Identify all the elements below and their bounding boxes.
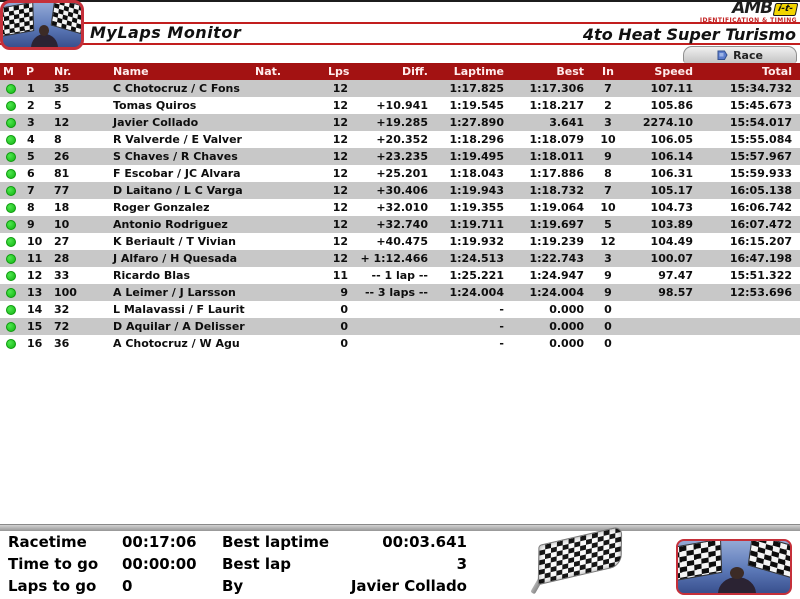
checkered-flag-icon xyxy=(50,0,84,34)
cell-best: 0.000 xyxy=(549,320,584,333)
cell-laptime: 1:19.545 xyxy=(449,99,504,112)
cell-best: 1:18.011 xyxy=(529,150,584,163)
cell-name: Tomas Quiros xyxy=(113,99,197,112)
cell-in: 9 xyxy=(604,150,612,163)
cell-number: 28 xyxy=(54,252,70,265)
col-header-p: P xyxy=(26,65,35,78)
green-status-dot xyxy=(6,169,16,179)
cell-position: 12 xyxy=(27,269,43,282)
green-status-dot xyxy=(6,84,16,94)
cell-name: Ricardo Blas xyxy=(113,269,190,282)
col-header-nr: Nr. xyxy=(54,65,72,78)
cell-speed: 104.73 xyxy=(650,201,693,214)
cell-in: 10 xyxy=(600,201,616,214)
tab-race[interactable] xyxy=(683,46,797,63)
cell-speed: 104.49 xyxy=(650,235,693,248)
best-lap-value: 3 xyxy=(456,555,467,573)
amb-logo-text: AMB xyxy=(732,0,773,18)
cell-in: 0 xyxy=(604,320,612,333)
cell-marker xyxy=(0,135,22,145)
cell-marker xyxy=(0,237,22,247)
cell-position: 9 xyxy=(27,218,35,231)
cell-speed: 106.31 xyxy=(650,167,693,180)
cell-diff: + 1:12.466 xyxy=(360,252,428,265)
cell-laps: 12 xyxy=(332,133,348,146)
best-lap-by-label: By xyxy=(222,577,244,595)
green-status-dot xyxy=(6,186,16,196)
table-row[interactable] xyxy=(0,148,800,165)
cell-in: 5 xyxy=(604,218,612,231)
cell-number: 72 xyxy=(54,320,70,333)
time-to-go-label: Time to go xyxy=(8,555,99,573)
cell-speed: 100.07 xyxy=(650,252,693,265)
cell-total: 15:34.732 xyxy=(729,82,792,95)
cell-marker xyxy=(0,254,22,264)
cell-number: 32 xyxy=(54,303,70,316)
cell-diff: +10.941 xyxy=(376,99,428,112)
table-row[interactable] xyxy=(0,182,800,199)
cell-position: 10 xyxy=(27,235,43,248)
cell-diff: -- 3 laps -- xyxy=(364,286,428,299)
race-flag-icon xyxy=(717,50,728,61)
mylaps-photo-logo-footer xyxy=(676,539,792,595)
cell-number: 100 xyxy=(54,286,77,299)
cell-number: 8 xyxy=(54,133,62,146)
cell-in: 12 xyxy=(600,235,616,248)
cell-number: 27 xyxy=(54,235,70,248)
cell-diff: +25.201 xyxy=(376,167,428,180)
cell-name: F Escobar / JC Alvara xyxy=(113,167,241,180)
laps-to-go-label: Laps to go xyxy=(8,577,97,595)
cell-laptime: 1:24.004 xyxy=(449,286,504,299)
cell-marker xyxy=(0,152,22,162)
cell-name: Javier Collado xyxy=(113,116,199,129)
cell-name: D Aquilar / A Delisser xyxy=(113,320,245,333)
waving-checkered-flag-icon xyxy=(528,533,630,597)
col-header-total: Total xyxy=(761,65,792,78)
cell-speed: 103.89 xyxy=(650,218,693,231)
cell-position: 5 xyxy=(27,150,35,163)
cell-laps: 12 xyxy=(332,150,348,163)
cell-number: 36 xyxy=(54,337,70,350)
green-status-dot xyxy=(6,135,16,145)
green-status-dot xyxy=(6,203,16,213)
cell-speed: 98.57 xyxy=(658,286,693,299)
green-status-dot xyxy=(6,220,16,230)
tab-race-label: Race xyxy=(733,48,763,62)
table-row[interactable] xyxy=(0,284,800,301)
green-status-dot xyxy=(6,254,16,264)
cell-total: 16:15.207 xyxy=(729,235,792,248)
cell-name: K Beriault / T Vivian xyxy=(113,235,236,248)
cell-laps: 12 xyxy=(332,99,348,112)
table-row[interactable] xyxy=(0,165,800,182)
cell-marker xyxy=(0,288,22,298)
footer-divider-bar xyxy=(0,524,800,531)
cell-diff: +40.475 xyxy=(376,235,428,248)
cell-number: 5 xyxy=(54,99,62,112)
cell-diff: +32.740 xyxy=(376,218,428,231)
cell-marker xyxy=(0,339,22,349)
cell-laptime: 1:19.711 xyxy=(449,218,504,231)
cell-marker xyxy=(0,186,22,196)
results-table-header xyxy=(0,63,800,80)
cell-number: 33 xyxy=(54,269,70,282)
green-status-dot xyxy=(6,271,16,281)
green-status-dot xyxy=(6,118,16,128)
cell-speed: 107.11 xyxy=(650,82,693,95)
cell-total: 15:54.017 xyxy=(729,116,792,129)
cell-laps: 0 xyxy=(340,337,348,350)
cell-position: 6 xyxy=(27,167,35,180)
table-row[interactable] xyxy=(0,233,800,250)
cell-number: 26 xyxy=(54,150,70,163)
cell-position: 7 xyxy=(27,184,35,197)
green-status-dot xyxy=(6,288,16,298)
col-header-nat: Nat. xyxy=(255,65,282,78)
cell-marker xyxy=(0,84,22,94)
table-row[interactable] xyxy=(0,114,800,131)
cell-best: 1:17.306 xyxy=(529,82,584,95)
col-header-m: M xyxy=(3,65,14,78)
cell-laps: 12 xyxy=(332,235,348,248)
col-header-diff: Diff. xyxy=(402,65,428,78)
cell-best: 1:17.886 xyxy=(529,167,584,180)
mylaps-photo-logo xyxy=(0,0,84,50)
cell-total: 15:59.933 xyxy=(729,167,792,180)
cell-name: C Chotocruz / C Fons xyxy=(113,82,240,95)
cell-position: 3 xyxy=(27,116,35,129)
checkered-flag-icon xyxy=(747,539,792,579)
cell-speed: 106.14 xyxy=(650,150,693,163)
cell-number: 12 xyxy=(54,116,70,129)
cell-laps: 12 xyxy=(332,82,348,95)
cell-marker xyxy=(0,203,22,213)
cell-total: 15:45.673 xyxy=(729,99,792,112)
cell-speed: 2274.10 xyxy=(642,116,693,129)
cell-in: 8 xyxy=(604,167,612,180)
cell-best: 1:24.004 xyxy=(529,286,584,299)
amb-it-badge: i-t- xyxy=(773,3,799,16)
time-to-go-value: 00:00:00 xyxy=(122,555,197,573)
cell-best: 0.000 xyxy=(549,337,584,350)
cell-in: 10 xyxy=(600,133,616,146)
cell-name: A Leimer / J Larsson xyxy=(113,286,236,299)
cell-speed: 97.47 xyxy=(658,269,693,282)
green-status-dot xyxy=(6,237,16,247)
table-row[interactable] xyxy=(0,97,800,114)
table-row[interactable] xyxy=(0,335,800,352)
cell-laps: 0 xyxy=(340,303,348,316)
col-header-name: Name xyxy=(113,65,149,78)
cell-in: 0 xyxy=(604,337,612,350)
col-header-laptime: Laptime xyxy=(453,65,504,78)
laps-to-go-value: 0 xyxy=(122,577,133,595)
cell-laps: 12 xyxy=(332,116,348,129)
cell-number: 10 xyxy=(54,218,70,231)
green-status-dot xyxy=(6,339,16,349)
table-row[interactable] xyxy=(0,216,800,233)
cell-best: 1:19.239 xyxy=(529,235,584,248)
cell-position: 4 xyxy=(27,133,35,146)
cell-total: 15:51.322 xyxy=(729,269,792,282)
checkered-flag-icon xyxy=(676,539,723,582)
col-header-speed: Speed xyxy=(654,65,693,78)
cell-name: Roger Gonzalez xyxy=(113,201,210,214)
cell-position: 16 xyxy=(27,337,43,350)
cell-name: S Chaves / R Chaves xyxy=(113,150,238,163)
cell-position: 8 xyxy=(27,201,35,214)
green-status-dot xyxy=(6,152,16,162)
person-silhouette xyxy=(718,577,756,595)
col-header-lps: Lps xyxy=(328,65,350,78)
cell-best: 1:22.743 xyxy=(529,252,584,265)
cell-best: 1:18.732 xyxy=(529,184,584,197)
col-header-in: In xyxy=(602,65,614,78)
cell-total: 16:06.742 xyxy=(729,201,792,214)
top-border-line xyxy=(0,0,800,2)
cell-in: 9 xyxy=(604,286,612,299)
cell-name: D Laitano / L C Varga xyxy=(113,184,243,197)
cell-best: 1:18.217 xyxy=(529,99,584,112)
cell-in: 2 xyxy=(604,99,612,112)
person-silhouette xyxy=(31,34,58,50)
cell-position: 11 xyxy=(27,252,43,265)
cell-laptime: 1:19.932 xyxy=(449,235,504,248)
green-status-dot xyxy=(6,101,16,111)
cell-position: 14 xyxy=(27,303,43,316)
cell-laps: 12 xyxy=(332,167,348,180)
racetime-value: 00:17:06 xyxy=(122,533,197,551)
cell-name: Antonio Rodriguez xyxy=(113,218,228,231)
cell-name: L Malavassi / F Laurit xyxy=(113,303,245,316)
cell-diff: +20.352 xyxy=(376,133,428,146)
best-laptime-label: Best laptime xyxy=(222,533,330,551)
cell-marker xyxy=(0,322,22,332)
table-row[interactable] xyxy=(0,267,800,284)
cell-speed: 105.86 xyxy=(650,99,693,112)
person-silhouette-head xyxy=(39,25,49,36)
cell-speed: 105.17 xyxy=(650,184,693,197)
results-table-body xyxy=(0,80,800,352)
cell-diff: -- 1 lap -- xyxy=(371,269,428,282)
cell-diff: +19.285 xyxy=(376,116,428,129)
best-lap-by-value: Javier Collado xyxy=(350,577,467,595)
cell-laptime: 1:17.825 xyxy=(449,82,504,95)
cell-laps: 9 xyxy=(340,286,348,299)
table-row[interactable] xyxy=(0,318,800,335)
cell-best: 0.000 xyxy=(549,303,584,316)
cell-marker xyxy=(0,169,22,179)
cell-total: 16:47.198 xyxy=(729,252,792,265)
cell-best: 1:18.079 xyxy=(529,133,584,146)
cell-laps: 0 xyxy=(340,320,348,333)
table-row[interactable] xyxy=(0,250,800,267)
app-title: MyLaps Monitor xyxy=(90,23,242,42)
cell-name: J Alfaro / H Quesada xyxy=(113,252,238,265)
cell-marker xyxy=(0,271,22,281)
cell-position: 1 xyxy=(27,82,35,95)
checkered-flag-icon xyxy=(0,1,35,37)
flag-cloth xyxy=(538,526,622,586)
cell-laptime: - xyxy=(499,320,504,333)
table-row[interactable] xyxy=(0,131,800,148)
green-status-dot xyxy=(6,305,16,315)
cell-marker xyxy=(0,101,22,111)
cell-laptime: 1:18.043 xyxy=(449,167,504,180)
cell-in: 7 xyxy=(604,184,612,197)
cell-number: 77 xyxy=(54,184,70,197)
cell-total: 16:07.472 xyxy=(729,218,792,231)
cell-laptime: 1:25.221 xyxy=(449,269,504,282)
best-laptime-value: 00:03.641 xyxy=(382,533,467,551)
cell-in: 0 xyxy=(604,303,612,316)
cell-laptime: 1:27.890 xyxy=(449,116,504,129)
cell-number: 81 xyxy=(54,167,70,180)
cell-diff: +32.010 xyxy=(376,201,428,214)
cell-speed: 106.05 xyxy=(650,133,693,146)
table-row[interactable] xyxy=(0,199,800,216)
cell-total: 16:05.138 xyxy=(729,184,792,197)
cell-best: 1:19.064 xyxy=(529,201,584,214)
cell-in: 3 xyxy=(604,116,612,129)
cell-laptime: 1:19.943 xyxy=(449,184,504,197)
event-title: 4to Heat Super Turismo xyxy=(582,25,796,44)
amb-logo xyxy=(700,1,797,24)
cell-in: 7 xyxy=(604,82,612,95)
cell-total: 15:57.967 xyxy=(729,150,792,163)
racetime-label: Racetime xyxy=(8,533,87,551)
cell-position: 15 xyxy=(27,320,43,333)
cell-laps: 12 xyxy=(332,201,348,214)
cell-in: 9 xyxy=(604,269,612,282)
cell-marker xyxy=(0,305,22,315)
cell-number: 18 xyxy=(54,201,70,214)
amb-tagline: IDENTIFICATION & TIMING xyxy=(699,17,797,24)
cell-laptime: 1:19.355 xyxy=(449,201,504,214)
cell-laptime: - xyxy=(499,337,504,350)
cell-marker xyxy=(0,118,22,128)
col-header-best: Best xyxy=(556,65,584,78)
table-row[interactable] xyxy=(0,301,800,318)
cell-laps: 11 xyxy=(332,269,348,282)
table-row[interactable] xyxy=(0,80,800,97)
cell-diff: +30.406 xyxy=(376,184,428,197)
cell-laps: 12 xyxy=(332,218,348,231)
best-lap-label: Best lap xyxy=(222,555,291,573)
cell-laptime: 1:24.513 xyxy=(449,252,504,265)
cell-best: 1:19.697 xyxy=(529,218,584,231)
green-status-dot xyxy=(6,322,16,332)
cell-name: A Chotocruz / W Agu xyxy=(113,337,240,350)
cell-best: 3.641 xyxy=(549,116,584,129)
results-table xyxy=(0,63,800,352)
cell-laps: 12 xyxy=(332,252,348,265)
cell-marker xyxy=(0,220,22,230)
cell-number: 35 xyxy=(54,82,70,95)
cell-laptime: 1:18.296 xyxy=(449,133,504,146)
cell-laptime: - xyxy=(499,303,504,316)
cell-position: 2 xyxy=(27,99,35,112)
cell-in: 3 xyxy=(604,252,612,265)
cell-name: R Valverde / E Valver xyxy=(113,133,242,146)
cell-position: 13 xyxy=(27,286,43,299)
cell-best: 1:24.947 xyxy=(529,269,584,282)
cell-total: 12:53.696 xyxy=(729,286,792,299)
cell-laps: 12 xyxy=(332,184,348,197)
cell-diff: +23.235 xyxy=(376,150,428,163)
cell-total: 15:55.084 xyxy=(729,133,792,146)
cell-laptime: 1:19.495 xyxy=(449,150,504,163)
